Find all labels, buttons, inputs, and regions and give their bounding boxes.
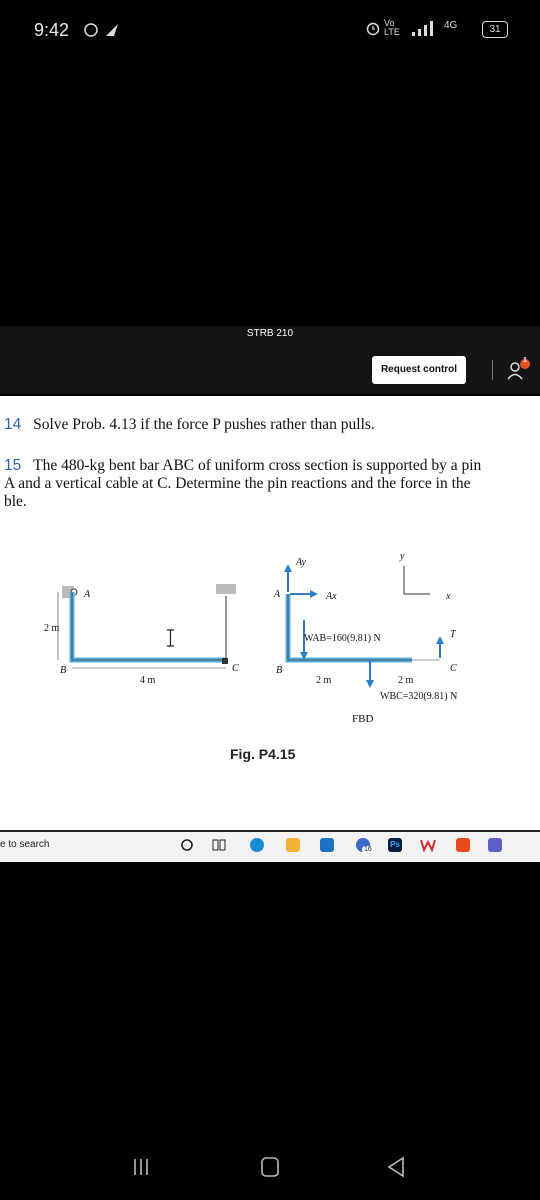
label-A: A bbox=[84, 589, 91, 600]
status-time: 9:42 bbox=[34, 20, 70, 40]
axis-y-label: y bbox=[400, 551, 405, 562]
fbd-label-C: C bbox=[450, 663, 457, 674]
fbd-dim-2m-right: 2 m bbox=[398, 675, 414, 686]
photoshop-icon[interactable]: Ps bbox=[388, 838, 402, 852]
request-control-button[interactable]: Request control bbox=[372, 356, 466, 384]
fbd-weight-ab: WAB=160(9.81) N bbox=[304, 633, 381, 644]
recent-apps-icon[interactable] bbox=[132, 1156, 150, 1178]
shared-document bbox=[0, 396, 540, 830]
network-type-label: 4G bbox=[444, 20, 458, 31]
fbd-label-T: T bbox=[450, 629, 456, 640]
fbd-dim-2m-left: 2 m bbox=[316, 675, 332, 686]
problem-14-text: Solve Prob. 4.13 if the force P pushes rather than pulls. bbox=[33, 416, 375, 433]
store-icon[interactable] bbox=[320, 838, 334, 852]
fbd-weight-bc: WBC=320(9.81) N bbox=[380, 691, 458, 702]
meeting-title: STRB 210 bbox=[246, 328, 294, 339]
edge-icon[interactable] bbox=[250, 838, 264, 852]
location-arrow-icon bbox=[106, 24, 118, 36]
wps-icon[interactable] bbox=[420, 838, 436, 852]
xy-axes bbox=[404, 566, 430, 594]
taskbar-search[interactable]: e to search bbox=[0, 839, 50, 850]
alarm-icon bbox=[366, 21, 380, 37]
problem-15-line2: A and a vertical cable at C. Determine the pin reactions and the force in the bbox=[4, 475, 471, 492]
ceiling-support bbox=[216, 584, 236, 594]
file-explorer-icon[interactable] bbox=[286, 838, 300, 852]
signal-icon bbox=[410, 20, 438, 38]
volte-label: Vo LTE bbox=[384, 18, 400, 37]
dim-4m: 4 m bbox=[140, 675, 156, 686]
whatsapp-icon bbox=[85, 24, 97, 36]
label-C: C bbox=[232, 663, 239, 674]
app-badge: 16 bbox=[364, 846, 372, 853]
problem-15-line3: ble. bbox=[4, 493, 27, 510]
back-icon[interactable] bbox=[386, 1156, 406, 1178]
office-icon[interactable] bbox=[456, 838, 470, 852]
teams-icon[interactable] bbox=[488, 838, 502, 852]
home-icon[interactable] bbox=[260, 1156, 280, 1178]
axis-x-label: x bbox=[446, 591, 451, 602]
fbd-label-Ax: Ax bbox=[326, 591, 337, 602]
header-divider bbox=[492, 360, 493, 380]
fbd-diagram bbox=[284, 564, 444, 688]
notification-icons bbox=[84, 22, 124, 40]
task-view-icon[interactable] bbox=[212, 838, 226, 852]
fbd-label: FBD bbox=[352, 713, 374, 725]
bar-ABC bbox=[72, 592, 226, 660]
participants-badge: 1 bbox=[523, 357, 527, 364]
problem-15-text-1: The 480-kg bent bar ABC of uniform cross section is supported by a pin bbox=[33, 457, 482, 474]
figure-caption: Fig. P4.15 bbox=[230, 746, 296, 762]
text-cursor-icon bbox=[167, 630, 174, 646]
problem-14-number: 14 bbox=[4, 416, 22, 433]
cortana-icon[interactable] bbox=[180, 838, 194, 852]
fbd-label-A: A bbox=[274, 589, 281, 600]
status-bar bbox=[0, 0, 540, 60]
dim-2m: 2 m bbox=[44, 623, 60, 634]
fbd-label-Ay: Ay bbox=[296, 557, 306, 568]
battery-indicator: 31 bbox=[482, 21, 508, 38]
problem-15-number: 15 bbox=[4, 457, 22, 474]
label-B: B bbox=[60, 665, 67, 676]
fbd-label-B: B bbox=[276, 665, 283, 676]
figure-p4-15 bbox=[0, 396, 540, 830]
